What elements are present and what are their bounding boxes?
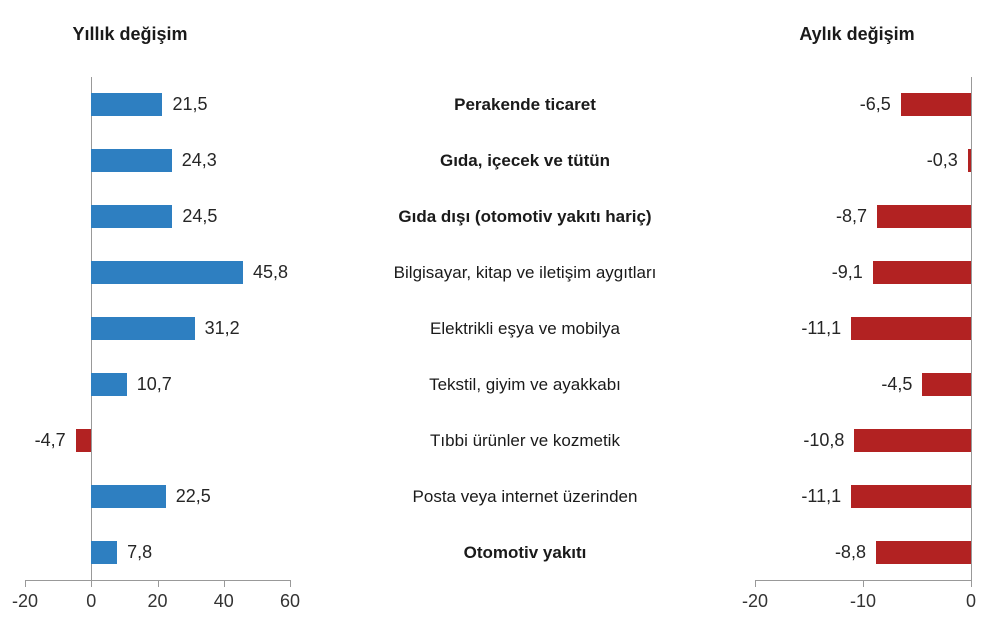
x-axis-tick-label: 0 [86,591,97,611]
x-axis-tick-label: 0 [965,591,977,611]
category-label: Tıbbi ürünler ve kozmetik [430,430,620,450]
x-axis-tick [224,580,225,587]
bar-value-label: -11,1 [801,318,842,338]
bar [876,541,971,564]
bar [91,485,166,508]
bar [901,93,971,116]
bar [91,93,162,116]
bar [877,205,971,228]
bar [91,205,172,228]
category-label: Tekstil, giyim ve ayakkabı [429,374,621,394]
category-label: Posta veya internet üzerinden [412,486,638,506]
x-axis-tick [158,580,159,587]
category-label: Gıda dışı (otomotiv yakıtı hariç) [398,207,652,227]
x-axis-tick [91,580,92,587]
bar-value-label: 21,5 [172,94,208,115]
x-axis-tick [755,580,756,587]
bar-value-label: -4,7 [34,429,66,450]
bar-value-label: 10,7 [136,373,172,394]
x-axis-tick [290,580,291,587]
bar-value-label: -9,1 [831,262,863,283]
x-axis-tick-label: -10 [849,591,877,611]
bar [851,317,971,340]
x-axis-tick-label: 40 [213,591,234,611]
bar-value-label: -10,8 [803,429,845,450]
x-axis-tick [25,580,26,587]
bar-value-label: 24,3 [181,150,217,171]
bar-value-label: 7,8 [127,541,153,562]
category-label: Bilgisayar, kitap ve iletişim aygıtları [393,263,657,283]
zero-axis-line [971,77,972,580]
bar [873,261,971,284]
bar [91,261,243,284]
x-axis-tick-label: -20 [11,591,39,611]
bar-value-label: 31,2 [204,318,240,338]
bar [91,373,126,396]
bar-value-label: 24,5 [182,206,218,227]
bar-value-label: -11,1 [801,485,842,506]
bar-value-label: -8,7 [836,206,868,227]
bar [76,429,92,452]
x-axis-tick-label: -20 [741,591,769,611]
bar-value-label: -8,8 [834,541,866,562]
bar [851,485,971,508]
x-axis-tick [863,580,864,587]
category-label: Perakende ticaret [454,95,596,115]
bar [91,149,171,172]
bar-value-label: 22,5 [175,485,211,506]
left-panel-title: Yıllık değişim [72,24,188,44]
x-axis-tick-label: 60 [279,591,301,611]
bar-value-label: -4,5 [881,373,913,394]
bar [91,541,117,564]
bar [922,373,971,396]
bar [968,149,971,172]
x-axis-tick [971,580,972,587]
category-label: Elektrikli eşya ve mobilya [430,319,620,338]
bar [91,317,194,340]
x-axis-tick-label: 20 [147,591,168,611]
bar-value-label: -6,5 [859,94,891,115]
bar-value-label: -0,3 [926,150,958,171]
bar [854,429,971,452]
category-label: Otomotiv yakıtı [463,542,587,562]
right-panel-title: Aylık değişim [799,24,915,44]
category-label: Gıda, içecek ve tütün [439,151,611,171]
bar-value-label: 45,8 [252,262,288,283]
